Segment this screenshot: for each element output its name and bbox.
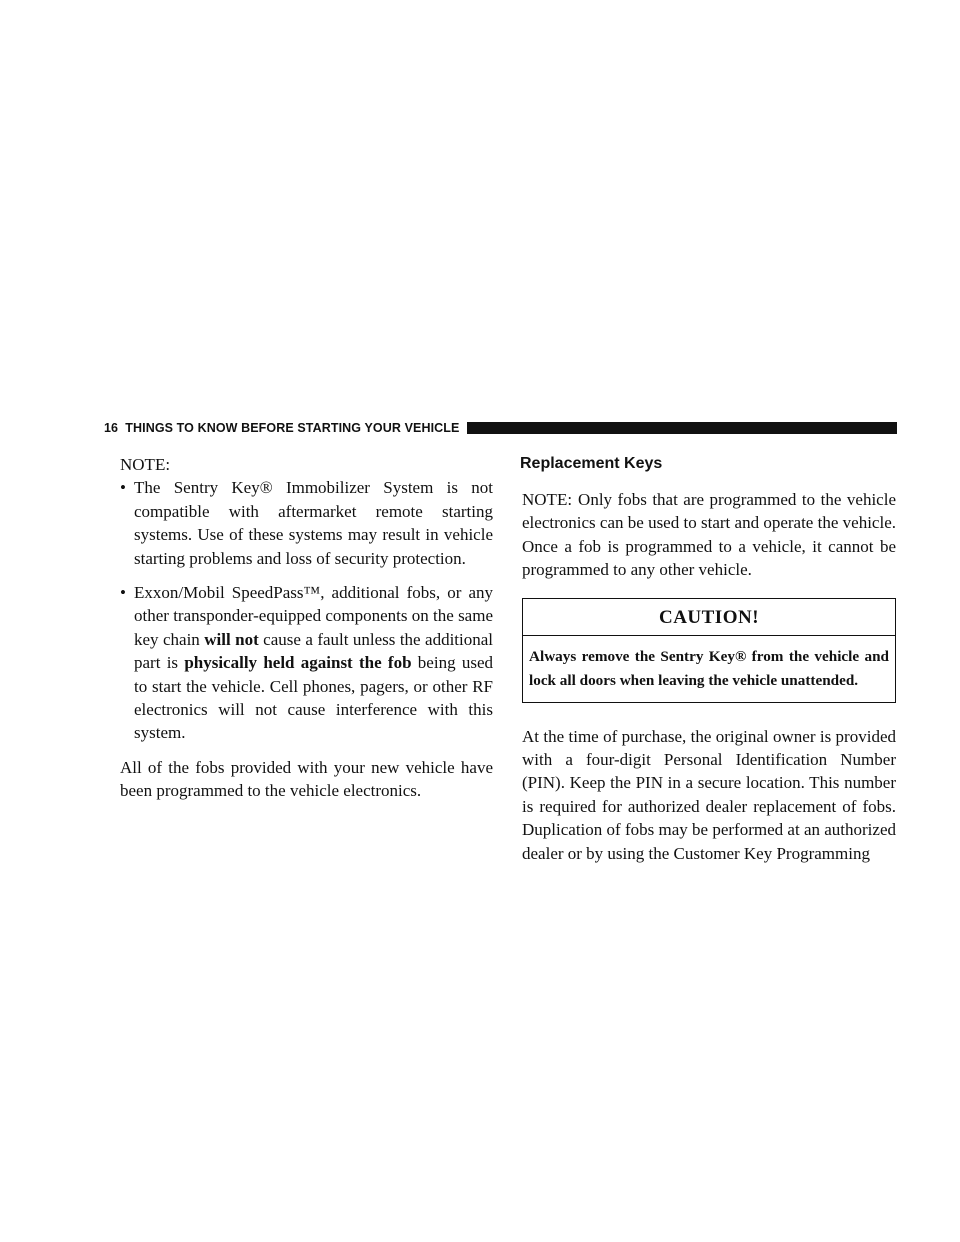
header-text	[104, 421, 459, 435]
body-paragraph: All of the fobs provided with your new vehicle have been programmed to the vehicle electronics.	[120, 757, 493, 801]
bullet-text: Exxon/Mobil SpeedPass™, additional fobs, or any other transponder-equipped components on the same key chain will not cause a fault unless the additional part is physically held against the fob being used to start the vehicle. Cell phones, pagers, or other RF electronics will not cause interference with this system.	[134, 583, 494, 743]
emphasis-text: will not	[204, 629, 259, 649]
body-paragraph: At the time of purchase, the original owner is provided with a four-digit Personal Identification Number (PIN). Keep the PIN in a secure location. This number is required for authorized dealer replacement of fobs. Duplication of fobs may be performed at an authorized dealer or by using the Customer Key Programming	[522, 726, 896, 863]
bullet-text: The Sentry Key® Immobilizer System is not compatible with aftermarket remote starting systems. Use of these systems may result in vehicle starting problems and loss of security protection.	[134, 478, 493, 568]
section-heading: Replacement Keys	[520, 455, 663, 472]
page-number: 16	[104, 421, 119, 435]
note-title: NOTE:	[120, 455, 171, 474]
bullet-dot-icon: •	[120, 583, 126, 603]
note-paragraph	[522, 488, 896, 582]
chapter-title: THINGS TO KNOW BEFORE STARTING YOUR VEHICLE	[125, 421, 460, 435]
caution-text: Always remove the Sentry Key® from the vehicle and lock all doors when leaving the vehicle unattended.	[529, 647, 889, 689]
caution-title: CAUTION!	[523, 599, 895, 636]
bullet-dot-icon: •	[120, 478, 126, 498]
page-header	[104, 421, 897, 435]
bullet-item	[120, 476, 493, 570]
note-text: Only fobs that are programmed to the vehicle electronics can be used to start and operate the vehicle. Once a fob is programmed to a vehicle, it cannot be programmed to any other vehicle.	[522, 490, 896, 580]
emphasis-text: physically held against the fob	[184, 653, 412, 673]
note-label: NOTE:	[522, 490, 573, 509]
left-column	[120, 448, 493, 803]
caution-box	[522, 598, 896, 703]
bullet-item	[120, 581, 493, 745]
header-rule	[467, 422, 897, 434]
right-column	[522, 448, 896, 865]
